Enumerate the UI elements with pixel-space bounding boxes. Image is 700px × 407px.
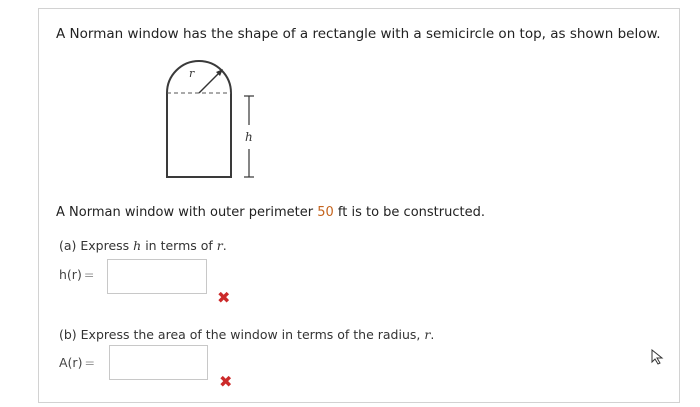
question-card bbox=[38, 8, 680, 403]
radius-label: r bbox=[189, 67, 195, 80]
height-label: h bbox=[245, 130, 253, 144]
part-b-function-label: A(r) = bbox=[59, 355, 95, 370]
norman-window-figure bbox=[157, 53, 267, 193]
part-b-prompt: (b) Express the area of the window in terms of the radius, r. bbox=[59, 327, 435, 342]
incorrect-x-icon: ✖ bbox=[219, 372, 233, 391]
incorrect-x-icon: ✖ bbox=[217, 288, 231, 307]
part-a-prompt: (a) Express h in terms of r. bbox=[59, 238, 227, 253]
question-intro: A Norman window has the shape of a rectangle with a semicircle on top, as shown below. bbox=[56, 26, 661, 42]
part-b-answer-input[interactable] bbox=[109, 345, 208, 380]
norman-window-diagram bbox=[157, 53, 267, 193]
part-a-answer-input[interactable] bbox=[107, 259, 207, 294]
mouse-pointer-icon bbox=[651, 349, 665, 365]
part-a-function-label: h(r) = bbox=[59, 267, 95, 282]
radius-line bbox=[199, 71, 221, 93]
perimeter-value: 50 bbox=[317, 205, 334, 220]
window-outline bbox=[167, 61, 231, 177]
problem-statement: A Norman window with outer perimeter 50 ft is to be constructed. bbox=[56, 205, 485, 220]
